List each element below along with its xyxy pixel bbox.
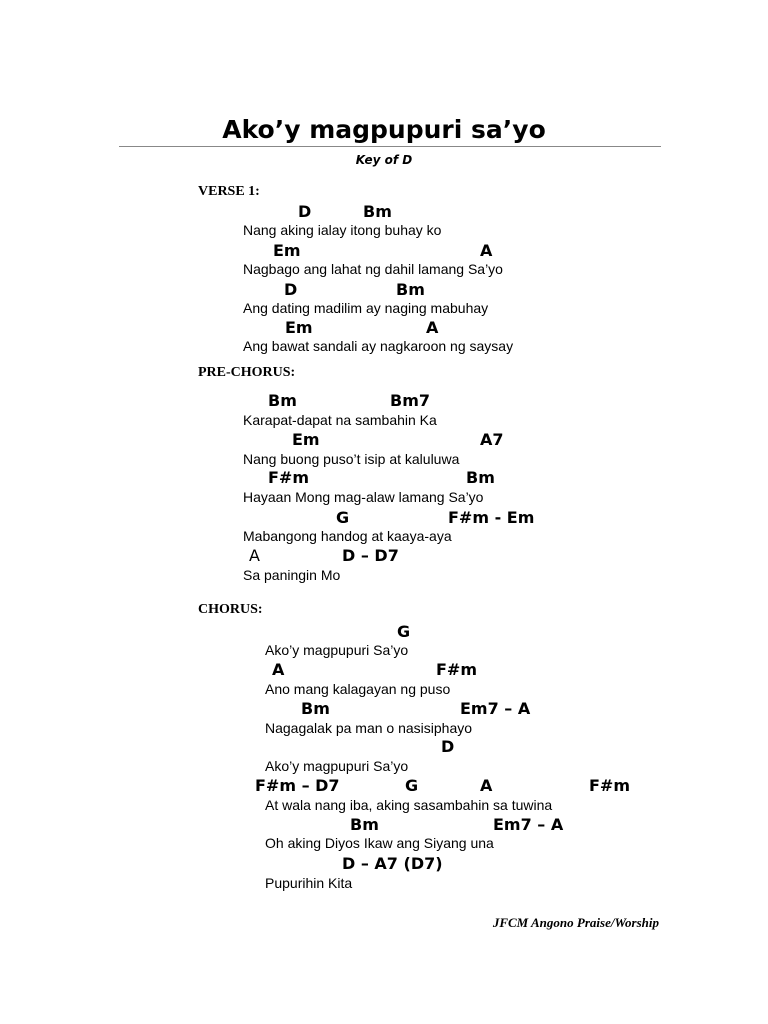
chord: A [480,776,493,795]
chord: Em7 – A [493,815,564,834]
chord: Em [285,318,313,337]
chord: A [272,660,285,679]
chord: F#m - Em [448,508,535,527]
lyric-line: Ang bawat sandali ay nagkaroon ng saysay [243,338,514,354]
chord: D – A7 (D7) [342,854,443,873]
lyric-line: At wala nang iba, aking sasambahin sa tuwina [265,797,553,813]
chorus-heading: CHORUS: [198,602,263,617]
lyric-line: Karapat-dapat na sambahin Ka [243,412,437,428]
chord: A7 [480,430,504,449]
chord: G [336,508,350,527]
verse1-heading: VERSE 1: [198,184,260,199]
chord: A [480,241,493,260]
prechorus-heading: PRE-CHORUS: [198,365,296,380]
chord: F#m – D7 [255,776,340,795]
lyric-line: Mabangong handog at kaaya-aya [243,528,452,544]
chord: Bm [350,815,379,834]
chord: A [426,318,439,337]
chord: F#m [589,776,631,795]
lyric-line: Ano mang kalagayan ng puso [265,681,451,697]
lyric-line: Hayaan Mong mag-alaw lamang Sa’yo [243,489,484,505]
chord: F#m [268,468,310,487]
lyric-line: Ako’y magpupuri Sa’yo [265,758,409,774]
chord: Bm [396,280,425,299]
chord: Bm7 [390,391,430,410]
chord: Bm [466,468,495,487]
lyric-line: Ang dating madilim ay naging mabuhay [243,300,489,316]
chord: Bm [268,391,297,410]
chord: A [249,546,260,565]
chord: Bm [301,699,330,718]
lyric-line: Nagbago ang lahat ng dahil lamang Sa’yo [243,261,503,277]
lyric-line: Ako’y magpupuri Sa’yo [265,642,409,658]
song-title: Ako’y magpupuri sa’yo [222,115,546,144]
lyric-line: Nang aking ialay itong buhay ko [243,222,442,238]
lyric-line: Nagagalak pa man o nasisiphayo [265,720,473,736]
chord: F#m [436,660,478,679]
chord: G [397,622,411,641]
chord: Bm [363,202,392,221]
chord: Em [292,430,320,449]
lyric-line: Sa paningin Mo [243,567,341,583]
chord: D – D7 [342,546,399,565]
chord: G [405,776,419,795]
lyric-line: Oh aking Diyos Ikaw ang Siyang una [265,835,494,851]
song-key: Key of D [355,153,413,167]
title-divider [119,146,661,147]
chord: D [284,280,298,299]
chord: D [441,737,455,756]
chord: D [298,202,312,221]
chord: Em [273,241,301,260]
chord: Em7 – A [460,699,531,718]
lyric-line: Nang buong puso’t isip at kaluluwa [243,451,460,467]
lyric-line: Pupurihin Kita [265,875,353,891]
footer-credit: JFCM Angono Praise/Worship [492,915,659,930]
